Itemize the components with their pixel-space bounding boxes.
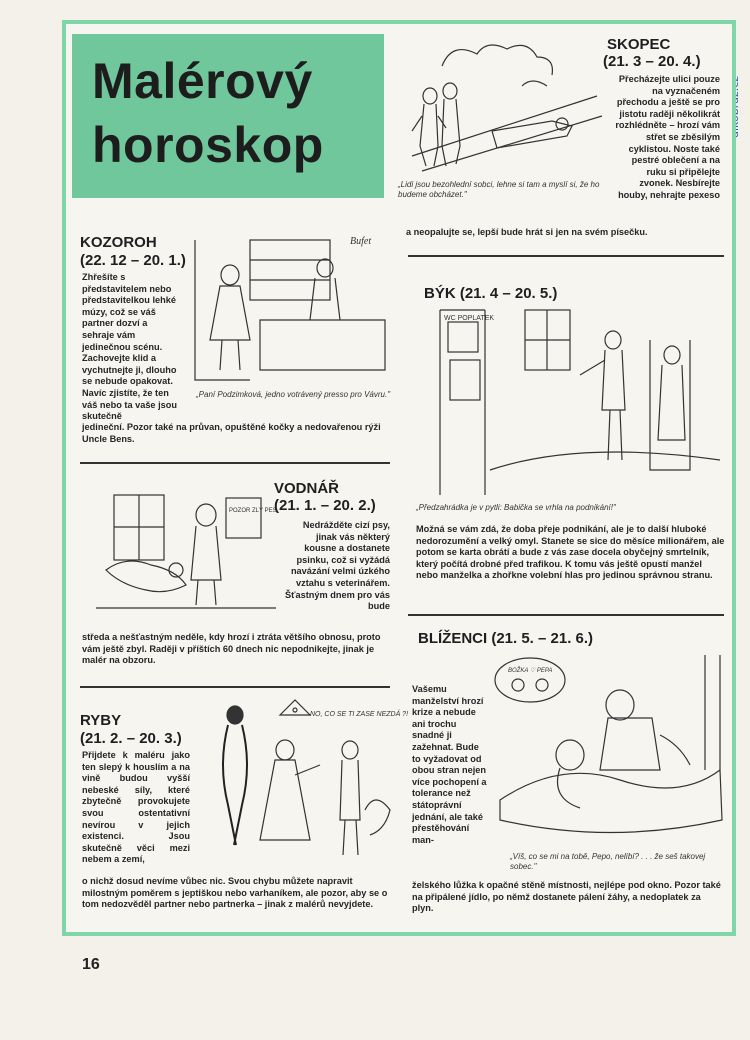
- vodnar-sign-label: POZOR ZLÝ PES: [229, 508, 277, 514]
- divider-right-2: [408, 614, 724, 616]
- kozoroh-text: Zhřešíte s představitelem nebo představitelkou lehké múzy, což se váš partner dozví a sehraje vám jedinečnou scénu. Zachovejte klid a vychutnejte ji, dlouho se nebude opakovat. Navíc zjistíte, že ten váš nebo ta vaše jsou skutečně: [82, 272, 177, 422]
- vodnar-text-end: středa a nešťastným neděle, kdy hrozí i ztráta většího obnosu, proto vám ještě zbyl. Raději v příštích 60 dnech nic nepodnikejte, jinak je malér na obzoru.: [82, 632, 381, 666]
- kozoroh-heading: KOZOROH: [80, 234, 157, 251]
- divider-left-1: [80, 462, 390, 464]
- divider-left-2: [80, 686, 390, 688]
- vodnar-dates: (21. 1. – 20. 2.): [274, 497, 376, 514]
- kozoroh-illustration: [190, 230, 390, 390]
- skopec-heading: SKOPEC: [607, 36, 671, 53]
- blizenci-caption: „Víš, co se mi na tobě, Pepo, nelíbí? . . . že seš takovej sobec.": [510, 852, 706, 871]
- title-line-2: horoskop: [92, 117, 324, 173]
- blizenci-text: Vašemu manželství hrozí krize a nebude ani trochu snadné ji zažehnat. Bude to vyžadovat od obou stran nejen více pochopení a tolerance než státoprávní jednání, ale také přestěhování man-: [412, 684, 487, 845]
- title-line-1: Malérový: [92, 53, 313, 109]
- divider-right-1: [408, 255, 724, 257]
- ryby-heading: RYBY: [80, 712, 122, 729]
- ryby-illustration: [210, 700, 409, 865]
- vodnar-heading: VODNÁŘ: [274, 480, 340, 497]
- blizenci-heading: BLÍŽENCI (21. 5. – 21. 6.): [418, 630, 594, 647]
- ryby-bubble: NO, CO SE TI ZASE NEZDÁ ?!: [310, 711, 409, 718]
- ryby-text: Přijdete k maléru jako ten slepý k houslím a na vině budou vyšší nebeské síly, které zbytečně provokujete svou ostentativní nevírou v jejich existenci. Jsou skutečně věci mezi nebem a zemí,: [82, 750, 190, 865]
- skopec-caption: „Lidi jsou bezohlední sobci, lehne si tam a myslí si, že ho budeme obcházet.": [398, 180, 600, 199]
- title-box: [72, 34, 384, 198]
- kozoroh-caption: „Paní Podzimková, jedno votrávený presso pro Vávru.": [196, 390, 391, 399]
- kozoroh-sign-label: Bufet: [350, 236, 372, 247]
- page-number: 16: [82, 956, 100, 973]
- byk-caption: „Předzahrádka je v pytli: Babička se vrhla na podnikání!": [416, 503, 616, 512]
- ryby-text-end: o nichž dosud nevíme vůbec nic. Svou chybu můžete napravit milostným poměrem s jeptiškou nebo varhaníkem, ale pozor, aby se o tom nedozvěděl partner nebo partnerka – jinak z malérů nevyjdete.: [82, 876, 388, 910]
- blizenci-illustration: [490, 650, 726, 850]
- ryby-dates: (21. 2. – 20. 3.): [80, 730, 182, 747]
- skopec-text: Přecházejte ulici pouze na vyznačeném přechodu a ještě se pro jistotu raději několikrát rozhlédněte – hrozí vám střet se zběsilým cyklistou. Noste také pestré oblečení a na ruku si připělejte zvonek. Nesbírejte houby, nehrajte pexeso: [615, 74, 720, 200]
- vodnar-text: Nedrážděte cizí psy, jinak vás některý kousne a dostanete psinku, což si vyžádá navázání velmi úzkého vztahu s veterinářem. Šťastným dnem pro vás bude: [285, 520, 390, 612]
- blizenci-bubble: BOŽKA ♡ PEPA: [508, 668, 553, 674]
- byk-text: Možná se vám zdá, že doba přeje podnikání, ale je to další hluboké nedorozumění a velký omyl. Stanete se sice do měsíce milionářem, ale potom se karta obrátí a bude z vás zase docela obyčejný smrtelník, který počítá drobné před trafikou. K tomu vás ještě opustí manžel nebo manželka a zhořkne volební hlas pro jedinou správnou stranu.: [416, 524, 725, 581]
- vodnar-illustration: [96, 490, 276, 610]
- kozoroh-dates: (22. 12 – 20. 1.): [80, 252, 186, 269]
- byk-heading: BÝK (21. 4 – 20. 5.): [424, 285, 558, 302]
- byk-illustration: [430, 300, 725, 500]
- skopec-text-end: a neopalujte se, lepší bude hrát si jen na svém písečku.: [406, 227, 648, 237]
- byk-sign-label: WC POPLATEK: [444, 315, 495, 322]
- kozoroh-text-end: jedineční. Pozor také na průvan, opuštěné kočky a nedovařenou rýži Uncle Bens.: [82, 422, 381, 444]
- skopec-illustration: [402, 36, 607, 181]
- skopec-dates: (21. 3 – 20. 4.): [603, 53, 701, 70]
- blizenci-text-end: želského lůžka k opačné stěně místnosti, nejlépe pod okno. Pozor také na připálené jídlo, po němž dostanete pálení žáhy, a nedoplatek za plyn.: [412, 880, 721, 914]
